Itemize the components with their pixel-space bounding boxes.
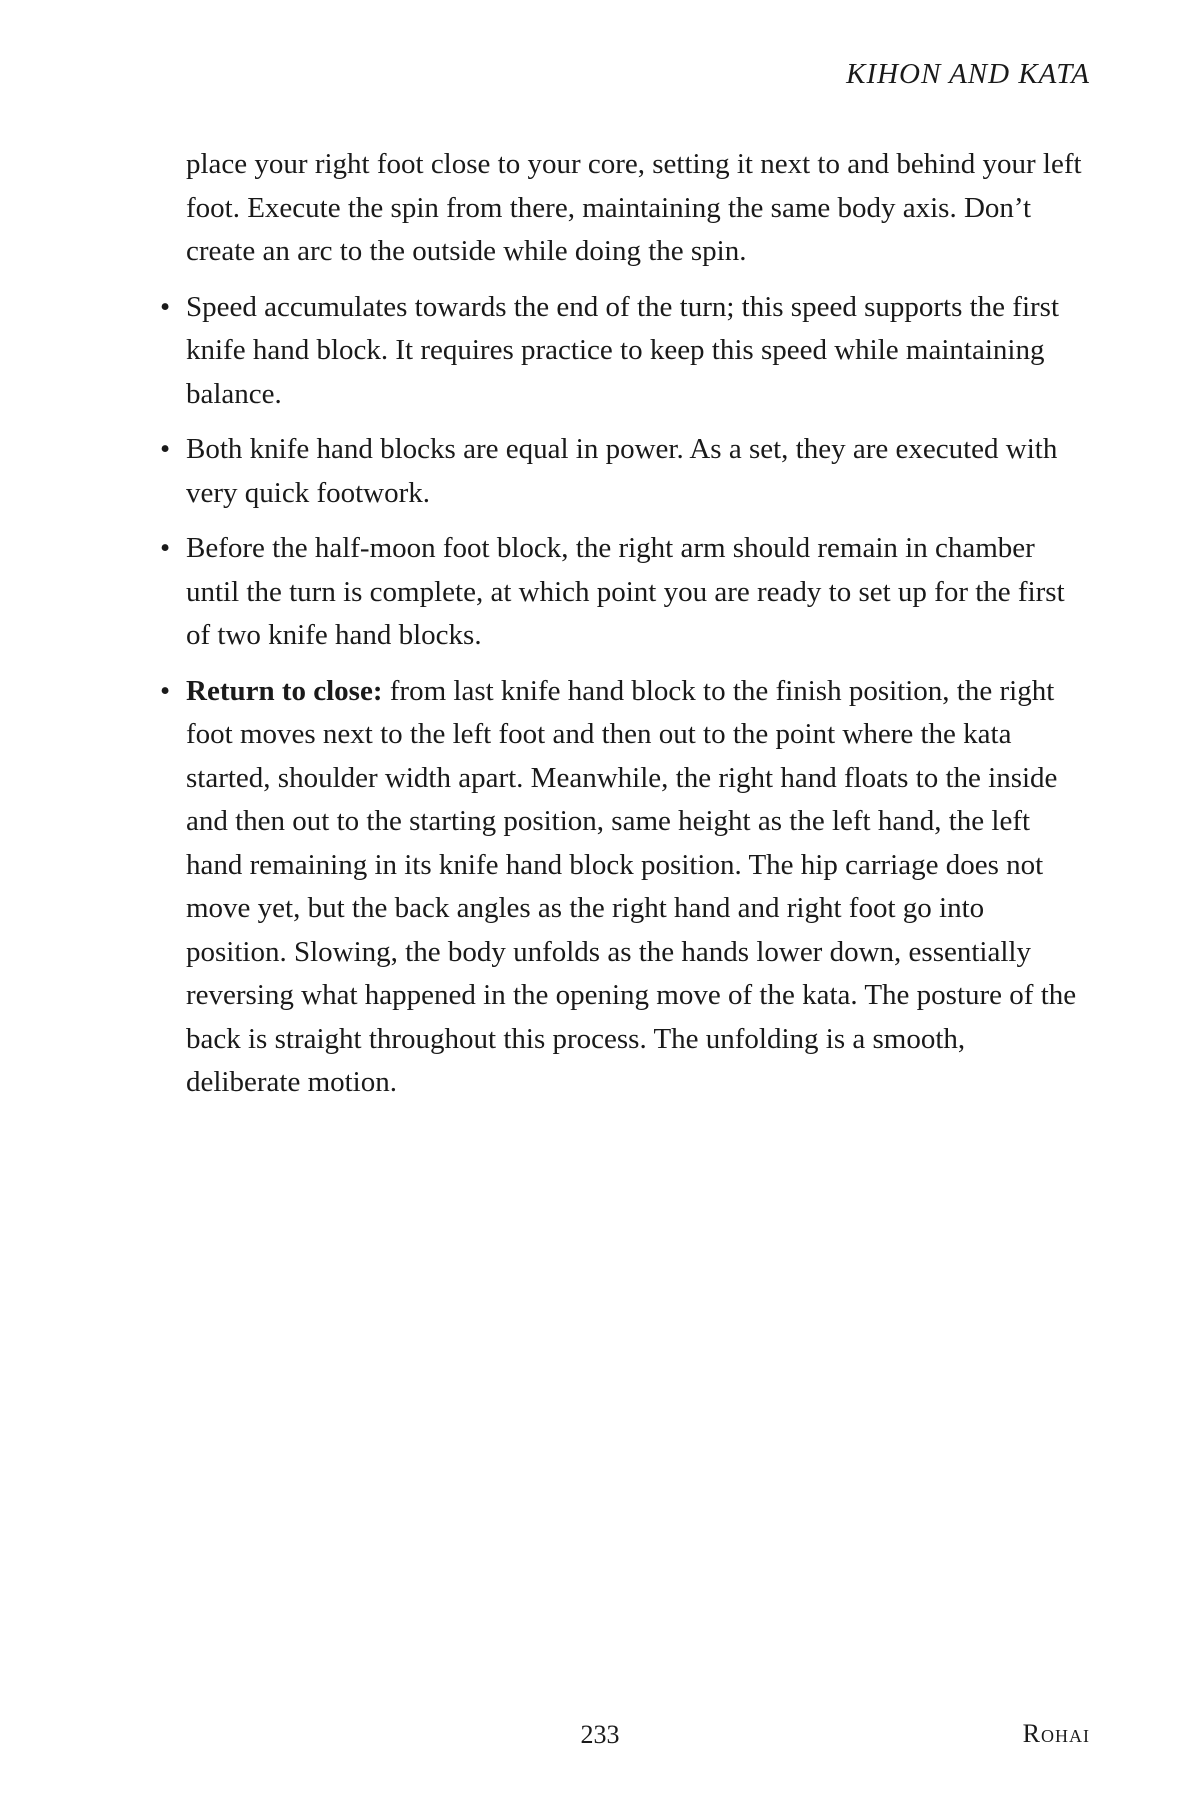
bullet-list	[160, 286, 1085, 1105]
bullet-item-speed	[160, 286, 1085, 417]
bullet-icon: •	[160, 532, 171, 564]
bullet-text: from last knife hand block to the finish position, the right foot moves next to the left foot and then out to the point where the kata started, shoulder width apart. Meanwhile, the right hand floats to the inside and then out to the starting position, same height as the left hand, the left hand remaining in its knife hand block position. The hip carriage does not move yet, but the back angles as the right hand and right foot go into position. Slowing, the body unfolds as the hands lower down, essentially reversing what happened in the opening move of the kata. The posture of the back is straight throughout this process. The unfolding is a smooth, deliberate motion.	[186, 674, 1077, 1098]
bullet-text: Speed accumulates towards the end of the turn; this speed supports the first knife hand block. It requires practice to keep this speed while maintaining balance.	[186, 290, 1060, 410]
bullet-item-half-moon	[160, 527, 1085, 658]
bullet-item-knife-hand-blocks	[160, 428, 1085, 515]
bullet-icon: •	[160, 433, 171, 465]
page-body	[160, 143, 1085, 1117]
bullet-text: Before the half-moon foot block, the right arm should remain in chamber until the turn is complete, at which point you are ready to set up for the first of two knife hand blocks.	[186, 532, 1065, 651]
bullet-item-return-to-close	[160, 670, 1085, 1105]
page-number: 233	[580, 1720, 620, 1749]
running-foot: Rohai	[1022, 1719, 1090, 1748]
bullet-lead-label: Return to close:	[186, 674, 383, 707]
bullet-icon: •	[160, 674, 171, 707]
running-head: KIHON AND KATA	[846, 58, 1090, 90]
bullet-icon: •	[160, 290, 171, 323]
bullet-text: Both knife hand blocks are equal in power. As a set, they are executed with very quick footwork.	[186, 433, 1058, 509]
continuation-paragraph: place your right foot close to your core, setting it next to and behind your left foot. Execute the spin from there, maintaining the same body axis. Don’t create an arc to the outside while doing the spin.	[186, 148, 1082, 267]
